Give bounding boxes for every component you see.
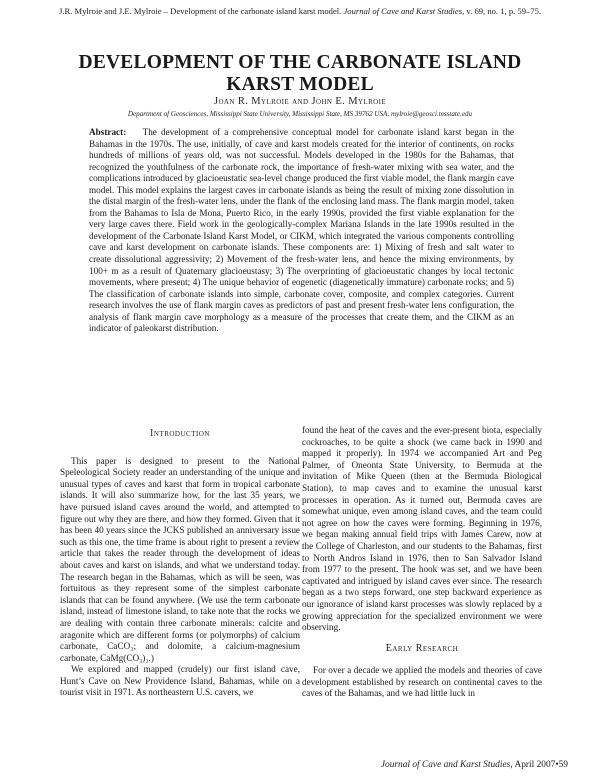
running-head-journal: Journal of Cave and Karst Studies, xyxy=(343,6,465,16)
intro-paragraph-3: found the heat of the caves and the ever-present biota, especially cockroaches, to be quite a shock (we came back in 1990 and mapped it properly). In 1974 we accompanied Art and Peg Palmer, of Oneonta State University, to Bermuda at the invitation of Mike Queen (then at the Bermuda Biological Station), to map caves and to examine the unusual karst processes in operation. As it turned out, Bermuda caves are somewhat unique, even among island caves, and the team could not agree on how the caves were forming. Beginning in 1976, we began making annual field trips with James Carew, now at the College of Charleston, and our students to the Bahamas, first to North Andros Island in 1976, then to San Salvador Island from 1977 to the present. The hook was set, and we have been captivated and intrigued by island caves ever since. The research began as a two steps forward, one step backward experience as our ignorance of island karst processes was slowly replaced by a growing appreciation for the specialized environment we were observing. xyxy=(302,425,542,633)
paper-authors: Joan R. Mylroie and John E. Mylroie xyxy=(213,96,387,107)
abstract-text: The development of a comprehensive conceptual model for carbonate island karst began in the Bahamas in the 1970s. The use, initially, of cave and karst models created for the interior of continents, on rocks hundreds of millions of years old, was not successful. Models developed in the 1980s for the Bahamas, that recognized the youthfulness of the carbonate rock, the importance of fresh-water mixing with sea water, and the complications introduced by glacioeustatic sea-level change produced the first viable model, the flank margin cave model. This model explains the largest caves in carbonate islands as being the result of mixing zone dissolution in the distal margin of the fresh-water lens, under the flank of the enclosing land mass. The flank margin model, taken from the Bahamas to Isla de Mona, Puerto Rico, in the early 1990s, provided the first viable explanation for the very large caves there. Field work in the geologically-complex Mariana Islands in the late 1990s resulted in the development of the Carbonate Island Karst Model, or CIKM, which integrated the various components controlling cave and karst development on carbonate islands. These components are: 1) Mixing of fresh and salt water to create dissolutional aggressivity; 2) Movement of the fresh-water lens, and hence the mixing environments, by 100+ m as a result of Quaternary glacioeustasy; 3) The overprinting of glacioeustatic changes by local tectonic movements, where present; 4) The unique behavior of eogenetic (diagenetically immature) carbonate rocks; and 5) The classification of carbonate islands into simple, carbonate cover, composite, and complex categories. Current research involves the use of flank margin caves as predictors of past and present fresh-water lens configuration, the analysis of flank margin cave morphology as a measure of the processes that create them, and the CIKM as an indicator of paleokarst distribution. xyxy=(89,127,514,334)
section-heading-introduction: Introduction xyxy=(150,428,210,439)
footer-journal: Journal of Cave and Karst Studies, xyxy=(380,760,513,770)
abstract xyxy=(89,127,514,335)
abstract-label: Abstract: xyxy=(89,127,127,137)
author-affiliation: Department of Geosciences, Mississippi State University, Mississippi State, MS 39762 USA, mylroie@geosci.msstate.edu xyxy=(127,110,473,118)
section-heading-early-research: Early Research xyxy=(385,642,459,654)
column-right xyxy=(302,425,542,700)
column-left xyxy=(60,428,300,699)
page-footer xyxy=(381,760,568,770)
running-head-authors: J.R. Mylroie and J.E. Mylroie – Development of the carbonate island karst model. xyxy=(58,6,342,16)
early-research-paragraph-1: For over a decade we applied the models and theories of cave development established by research on continental caves to the caves of the Bahamas, and we had little luck in xyxy=(302,665,542,699)
intro-paragraph-1: This paper is designed to present to the National Speleological Society reader an understanding of the unique and unusual types of caves and karst that form in tropical carbonate islands. It will also summarize how, for the last 35 years, we have pursued island caves around the world, and attempted to figure out why they are there, and how they formed. Given that it has been 40 years since the JCKS published an anniversary issue such as this one, the time frame is about right to present a review article that takes the reader through the development of ideas about caves and karst on islands, and what we understand today. The research began in the Bahamas, which as will be seen, was fortuitous as they represent some of the simplest carbonate islands that can be found anywhere. (We use the term carbonate island, instead of limestone island, to take note that the rocks we are dealing with contain three carbonate minerals: calcite and aragonite which are different forms (or polymorphs) of calcium carbonate, CaCO₃; and dolomite, a calcium-magnesium carbonate, CaMg(CO₃)₂.) xyxy=(60,455,300,663)
running-head-citation: v. 69, no. 1, p. 59–75. xyxy=(466,6,542,16)
running-head xyxy=(0,6,600,16)
intro-paragraph-2: We explored and mapped (crudely) our first island cave, Hunt’s Cave on New Providence Island, Bahamas, while on a tourist visit in 1971. As northeastern U.S. cavers, we xyxy=(60,664,300,698)
paper-title: DEVELOPMENT OF THE CARBONATE ISLAND KARST MODEL xyxy=(78,52,522,95)
footer-date-page: April 2007•59 xyxy=(514,760,568,770)
